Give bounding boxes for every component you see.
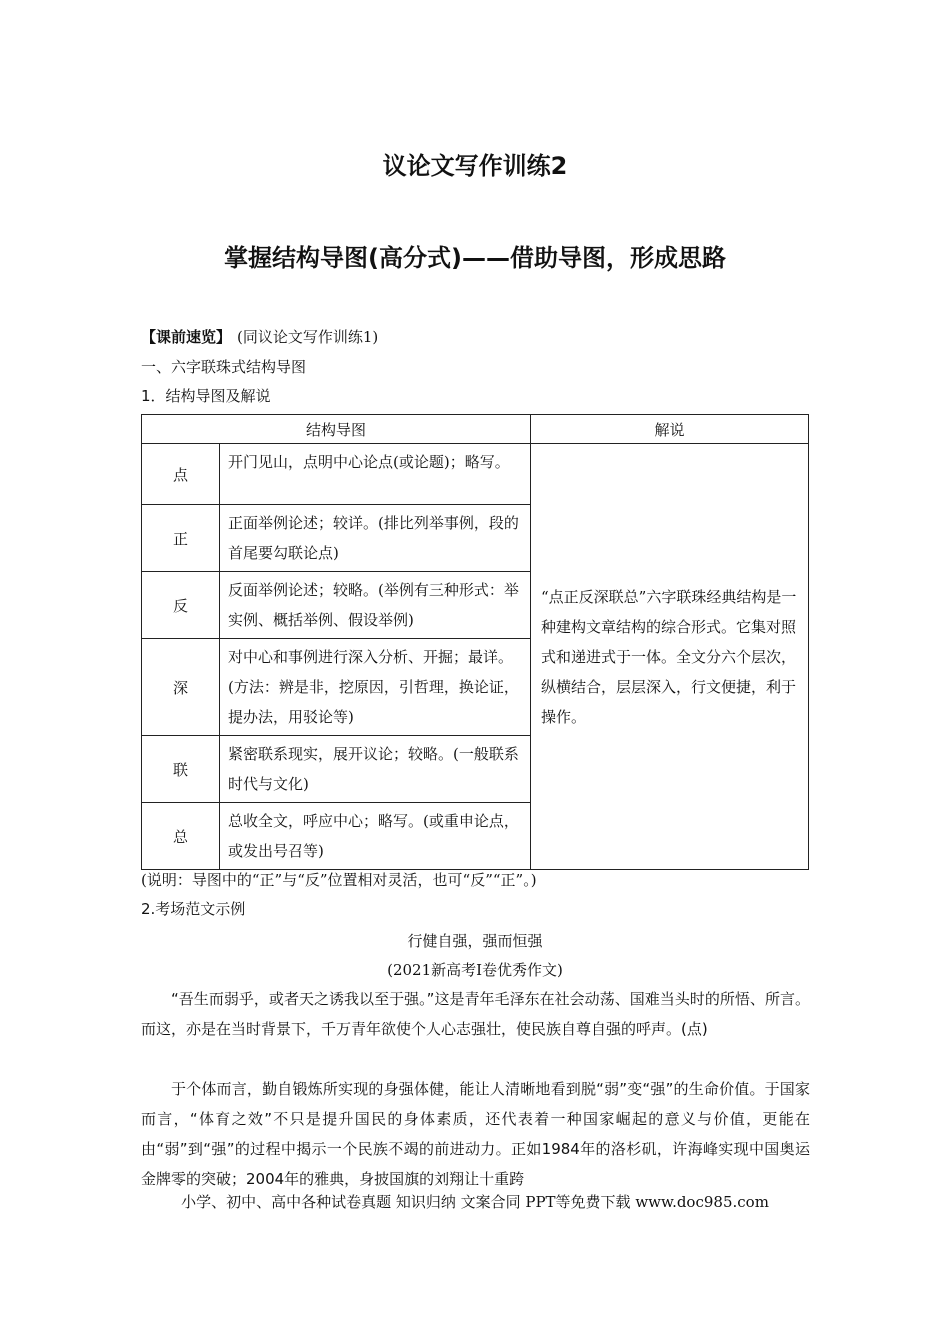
row-description: 紧密联系现实，展开议论；较略。(一般联系时代与文化)	[220, 736, 531, 803]
table-row	[142, 444, 809, 505]
table-header-map: 结构导图	[142, 415, 531, 444]
page-footer: 小学、初中、高中各种试卷真题 知识归纳 文案合同 PPT等免费下载 www.doc985.com	[181, 1193, 769, 1211]
row-label: 总	[142, 803, 220, 870]
essay-paragraph-1: “吾生而弱乎，或者天之诱我以至于强。”这是青年毛泽东在社会动荡、国难当头时的所悟、所言。而这，亦是在当时背景下，千万青年欲使个人心志强壮，使民族自尊自强的呼声。(点)	[141, 990, 810, 1038]
structure-table	[141, 414, 809, 870]
table-header-explanation: 解说	[531, 415, 809, 444]
row-label: 联	[142, 736, 220, 803]
row-label: 正	[142, 505, 220, 572]
document-title: 议论文写作训练2	[382, 152, 568, 180]
preview-note: (同议论文写作训练1)	[237, 328, 379, 346]
row-description: 总收全文，呼应中心；略写。(或重申论点，或发出号召等)	[220, 803, 531, 870]
subsection-heading-2: 2.考场范文示例	[141, 900, 246, 918]
essay-paragraph-2: 于个体而言，勤自锻炼所实现的身强体健，能让人清晰地看到脱“弱”变“强”的生命价值。于国家而言，“体育之效”不只是提升国民的身体素质，还代表着一种国家崛起的意义与价值，更能在由“弱”到“强”的过程中揭示一个民族不竭的前进动力。正如1984年的洛杉矶，许海峰实现中国奥运金牌零的突破；2004年的雅典，身披国旗的刘翔让十重跨	[141, 1080, 810, 1188]
document-subtitle: 掌握结构导图(高分式)——借助导图，形成思路	[224, 244, 726, 272]
preview-line	[141, 326, 378, 347]
table-header-row	[142, 415, 809, 444]
row-description: 开门见山，点明中心论点(或论题)；略写。	[220, 444, 531, 505]
row-label: 反	[142, 572, 220, 639]
table-explanation: “点正反深联总”六字联珠经典结构是一种建构文章结构的综合形式。它集对照式和递进式于一体。全文分六个层次，纵横结合，层层深入，行文便捷，利于操作。	[531, 444, 809, 870]
row-description: 反面举例论述；较略。(举例有三种形式：举实例、概括举例、假设举例)	[220, 572, 531, 639]
essay-source: (2021新高考Ⅰ卷优秀作文)	[387, 961, 563, 979]
preview-label: 【课前速览】	[141, 328, 232, 346]
section-heading: 一、六字联珠式结构导图	[141, 358, 307, 376]
row-description: 正面举例论述；较详。(排比列举事例，段的首尾要勾联论点)	[220, 505, 531, 572]
row-label: 深	[142, 639, 220, 736]
row-label: 点	[142, 444, 220, 505]
row-description: 对中心和事例进行深入分析、开掘；最详。(方法：辨是非，挖原因，引哲理，换论证，提办法，用驳论等)	[220, 639, 531, 736]
essay-title: 行健自强，强而恒强	[407, 932, 543, 950]
subsection-heading: 1．结构导图及解说	[141, 387, 271, 405]
map-note: (说明：导图中的“正”与“反”位置相对灵活，也可“反”“正”。)	[141, 871, 537, 889]
